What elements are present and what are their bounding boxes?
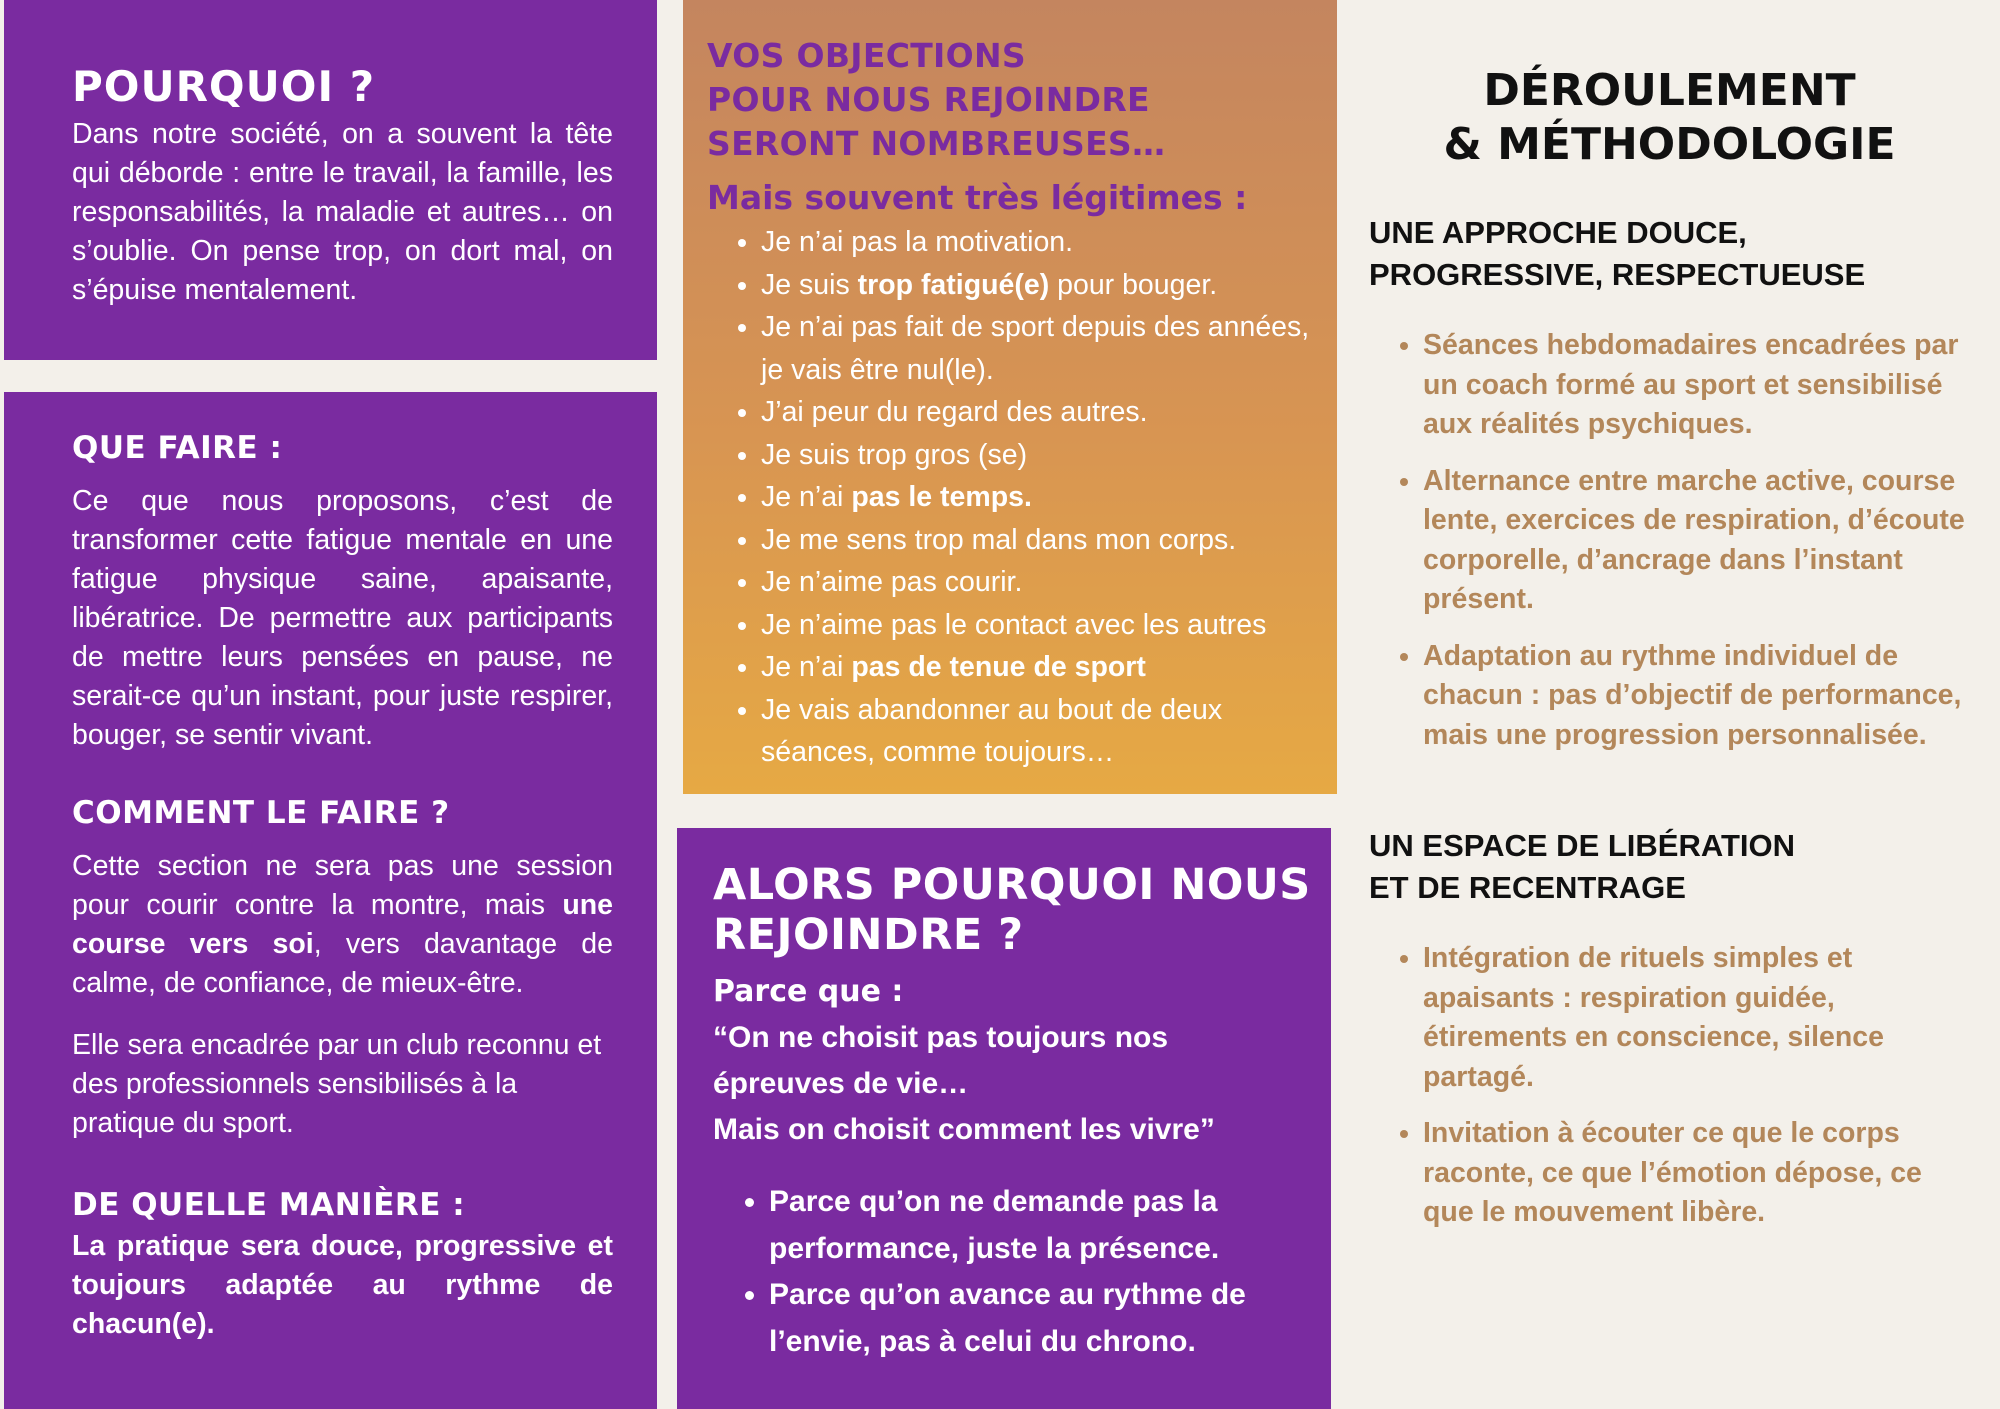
maniere-title: DE QUELLE MANIÈRE : bbox=[72, 1187, 466, 1223]
alors-title-line: ALORS POURQUOI NOUS bbox=[713, 860, 1311, 910]
list-item bbox=[761, 476, 1317, 519]
list-item: • Alternance entre marche active, course lente, exercices de respiration, d’écoute corporelle, d’ancrage dans l’instant présent. bbox=[1423, 462, 1970, 620]
list-item bbox=[761, 519, 1317, 562]
comment-text-emphasis: une course vers soi bbox=[72, 889, 613, 960]
alors-panel bbox=[677, 828, 1331, 1409]
alors-quote-line: Mais on choisit comment les vivre” bbox=[713, 1113, 1215, 1146]
approche-subtitle-line: PROGRESSIVE, RESPECTUEUSE bbox=[1369, 257, 1866, 292]
objection-text: Je n’ai pas la motivation. bbox=[761, 226, 1074, 258]
objection-emphasis: pas de tenue de sport bbox=[851, 651, 1146, 683]
que-faire-panel bbox=[4, 392, 657, 1409]
list-item bbox=[761, 689, 1317, 774]
objections-title-line: SERONT NOMBREUSES… bbox=[707, 124, 1166, 163]
list-item: • Séances hebdomadaires encadrées par un coach formé au sport et sensibilisé aux réalités psychiques. bbox=[1423, 326, 1970, 445]
approche-subtitle bbox=[1369, 212, 1970, 296]
list-item: • Intégration de rituels simples et apaisants : respiration guidée, étirements en conscience, silence partagé. bbox=[1423, 939, 1970, 1097]
pourquoi-title: POURQUOI ? bbox=[72, 62, 376, 111]
comment-text-part: Cette section ne sera pas une session pour courir contre la montre, mais bbox=[72, 850, 613, 921]
objection-text: Je me sens trop mal dans mon corps. bbox=[761, 523, 1237, 556]
alors-quote bbox=[713, 1015, 1315, 1153]
maniere-text: La pratique sera douce, progressive et toujours adaptée au rythme de chacun(e). bbox=[72, 1230, 613, 1340]
objections-title bbox=[707, 34, 1317, 166]
deroulement-title-line: DÉROULEMENT bbox=[1483, 65, 1856, 116]
objection-emphasis: trop fatigué(e) bbox=[857, 268, 1050, 301]
alors-title bbox=[713, 860, 1315, 960]
deroulement-title bbox=[1369, 64, 1970, 172]
approche-subtitle-line: UNE APPROCHE DOUCE, bbox=[1369, 215, 1747, 250]
alors-list bbox=[713, 1179, 1315, 1365]
objections-list bbox=[707, 221, 1317, 774]
objection-text: Je n’ai bbox=[761, 481, 852, 513]
objection-text: Je vais abandonner au bout de deux séances, comme toujours… bbox=[761, 693, 1223, 768]
list-item: • Parce qu’on avance au rythme de l’envie, pas à celui du chrono. bbox=[769, 1272, 1315, 1365]
objection-text: Je n’aime pas le contact avec les autres bbox=[761, 608, 1267, 641]
alors-quote-line: “On ne choisit pas toujours nos bbox=[713, 1021, 1169, 1054]
alors-subtitle: Parce que : bbox=[713, 974, 904, 1009]
comment-text-2: Elle sera encadrée par un club reconnu et des professionnels sensibilisés à la pratique du sport. bbox=[72, 1029, 602, 1139]
objection-text: Je suis trop gros (se) bbox=[761, 438, 1028, 471]
list-item bbox=[761, 221, 1317, 264]
list-item bbox=[761, 604, 1317, 647]
list-item bbox=[761, 306, 1317, 391]
que-faire-text: Ce que nous proposons, c’est de transformer cette fatigue mentale en une fatigue physique saine, apaisante, libératrice. De permettre aux participants de mettre leurs pensées en pause, ne serait-ce qu’un instant, pour juste respirer, bouger, se sentir vivant. bbox=[72, 485, 613, 751]
comment-title: COMMENT LE FAIRE ? bbox=[72, 795, 450, 831]
que-faire-title: QUE FAIRE : bbox=[72, 430, 283, 466]
list-item: • Parce qu’on ne demande pas la performance, juste la présence. bbox=[769, 1179, 1315, 1272]
objection-text: J’ai peur du regard des autres. bbox=[761, 396, 1148, 428]
objections-title-line: POUR NOUS REJOINDRE bbox=[707, 80, 1150, 119]
list-item bbox=[761, 646, 1317, 689]
objection-emphasis: pas le temps. bbox=[851, 481, 1032, 513]
objections-title-line: VOS OBJECTIONS bbox=[707, 36, 1026, 75]
pourquoi-text: Dans notre société, on a souvent la tête qui déborde : entre le travail, la famille, les responsabilités, la maladie et autres… on s’oublie. On pense trop, on dort mal, on s’épuise mentalement. bbox=[72, 118, 613, 306]
alors-title-line: REJOINDRE ? bbox=[713, 910, 1024, 960]
objections-panel bbox=[683, 0, 1337, 794]
espace-subtitle-line: ET DE RECENTRAGE bbox=[1369, 870, 1686, 905]
comment-text bbox=[72, 847, 613, 1003]
list-item: • Invitation à écouter ce que le corps raconte, ce que l’émotion dépose, ce que le mouvement libère. bbox=[1423, 1114, 1970, 1233]
pourquoi-panel bbox=[4, 0, 657, 360]
list-item: • Adaptation au rythme individuel de chacun : pas d’objectif de performance, mais une progression personnalisée. bbox=[1423, 637, 1970, 756]
list-item bbox=[761, 264, 1317, 307]
objection-text: Je n’ai pas fait de sport depuis des années, je vais être nul(le). bbox=[761, 311, 1310, 386]
alors-quote-line: épreuves de vie… bbox=[713, 1067, 969, 1100]
espace-subtitle-line: UN ESPACE DE LIBÉRATION bbox=[1369, 828, 1795, 863]
objection-text: Je n’aime pas courir. bbox=[761, 566, 1023, 598]
objections-subtitle: Mais souvent très légitimes : bbox=[707, 178, 1248, 217]
objection-text: Je suis bbox=[761, 268, 858, 301]
objection-text: Je n’ai bbox=[761, 651, 852, 683]
list-item bbox=[761, 561, 1317, 604]
comment-text-part: , vers davantage de calme, de confiance, de mieux-être. bbox=[72, 928, 613, 999]
espace-subtitle bbox=[1369, 825, 1970, 909]
objection-text: pour bouger. bbox=[1049, 268, 1218, 301]
list-item bbox=[761, 434, 1317, 477]
approche-list bbox=[1369, 326, 1970, 755]
deroulement-panel bbox=[1337, 0, 2000, 1409]
deroulement-title-line: & MÉTHODOLOGIE bbox=[1443, 119, 1896, 170]
espace-list bbox=[1369, 939, 1970, 1233]
list-item bbox=[761, 391, 1317, 434]
